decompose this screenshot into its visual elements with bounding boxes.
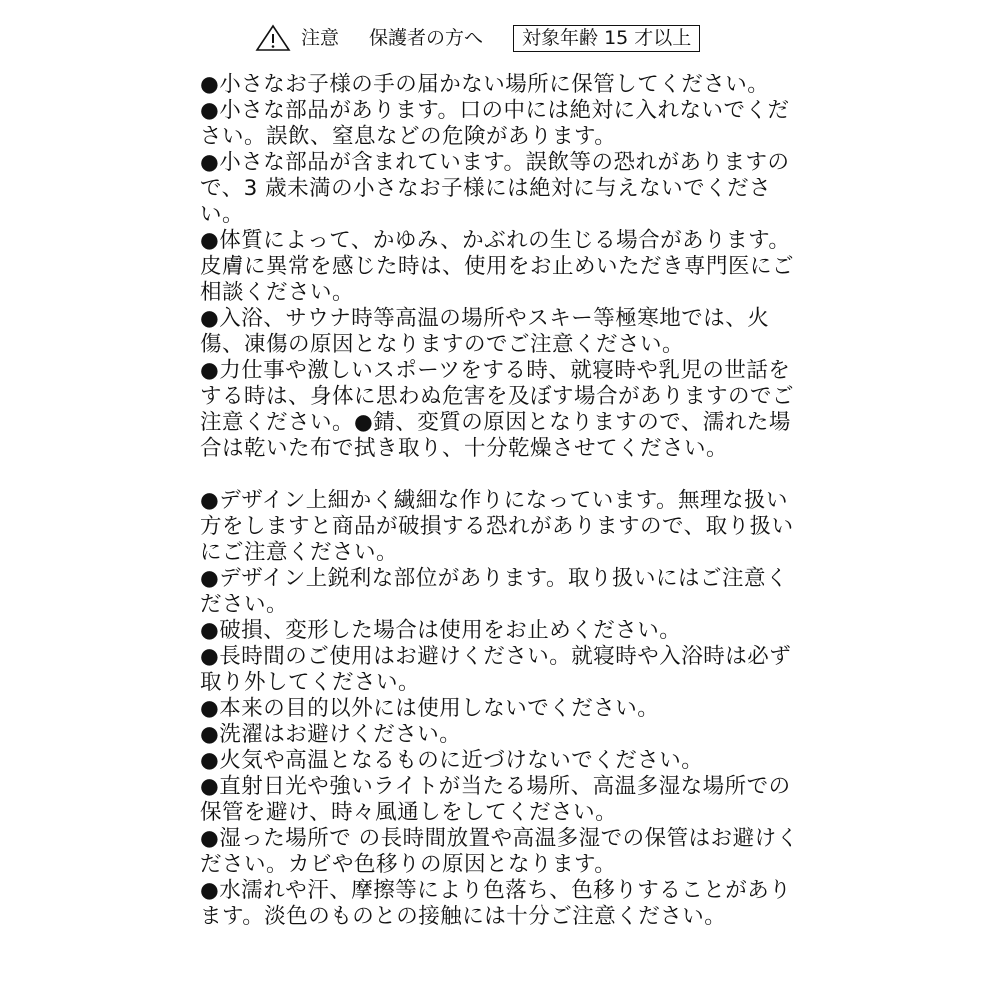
warning-item: ●小さなお子様の手の届かない場所に保管してください。 (200, 72, 770, 97)
warning-triangle-icon (255, 24, 291, 52)
warning-text-body (200, 72, 800, 930)
caution-item: ●洗濯はお避けください。 (200, 722, 462, 747)
parents-notice: 保護者の方へ (369, 26, 484, 49)
caution-item: ●火気や高温となるものに近づけないでください。 (200, 748, 704, 773)
caution-item: ●デザイン上細かく繊細な作りになっています。無理な扱い方をしますと商品が破損する恐れがありますので、取り扱いにご注意ください。 (200, 488, 794, 565)
warning-item: ●入浴、サウナ時等高温の場所やスキー等極寒地では、火傷、凍傷の原因となりますのでご注意ください。 (200, 306, 770, 357)
section-spacer (200, 462, 800, 488)
age-rating-box: 対象年齢 15 才以上 (513, 25, 700, 52)
warning-item: ●小さな部品が含まれています。誤飲等の恐れがありますので、3 歳未満の小さなお子様には絶対に与えないでください。 (200, 150, 790, 227)
warning-item: ●体質によって、かゆみ、かぶれの生じる場合があります。皮膚に異常を感じた時は、使用をお止めいただき専門医にご相談ください。 (200, 228, 795, 305)
caution-item: ●水濡れや汗、摩擦等により色落ち、色移りすることがあります。淡色のものとの接触には十分ご注意ください。 (200, 878, 792, 929)
caution-item: ●破損、変形した場合は使用をお止めください。 (200, 618, 682, 643)
caution-item: ●直射日光や強いライトが当たる場所、高温多湿な場所での保管を避け、時々風通しをしてください。 (200, 774, 791, 825)
warning-item: ●小さな部品があります。口の中には絶対に入れないでください。誤飲、窒息などの危険があります。 (200, 98, 790, 149)
caution-title: 注意 (301, 26, 340, 49)
caution-item: ●湿った場所で の長時間放置や高温多湿での保管はお避けください。カビや色移りの原因となります。 (200, 826, 799, 877)
caution-item: ●本来の目的以外には使用しないでください。 (200, 696, 660, 721)
caution-item: ●長時間のご使用はお避けください。就寝時や入浴時は必ず取り外してください。 (200, 644, 792, 695)
warning-item: ●力仕事や激しいスポーツをする時、就寝時や乳児の世話をする時は、身体に思わぬ危害を及ぼす場合がありますのでご注意ください。●錆、変質の原因となりますので、濡れた場合は乾いた布で拭き取り、十分乾燥させてください。 (200, 358, 795, 461)
label-header (255, 22, 735, 54)
caution-item: ●デザイン上鋭利な部位があります。取り扱いにはご注意ください。 (200, 566, 789, 617)
